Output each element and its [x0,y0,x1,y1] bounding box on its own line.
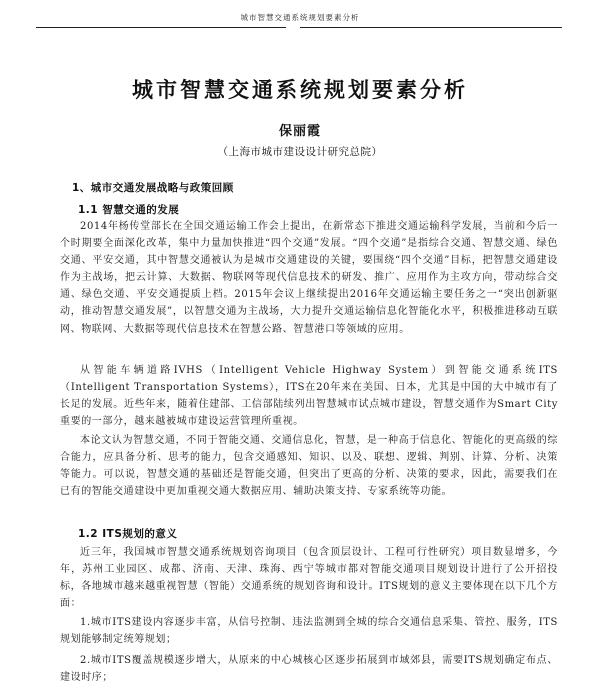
body-paragraph: 从智能车辆道路IVHS（Intelligent Vehicle Highway System）到智能交通系统ITS（Intelligent Transportation Systems），ITS在20年来在美国、日本，尤其是中国的大中城市有了长足的发展。近些年来，随着住建部、工信部陆续列出智慧城市试点城市建设，智慧交通作为Smart City重要的一部分，越来越被城市建设运营管理所重视。 [60,365,558,428]
header-rule-right [300,27,562,28]
paper-title: 城市智慧交通系统规划要素分析 [132,78,468,102]
body-paragraph: 近三年，我国城市智慧交通系统规划咨询项目（包含顶层设计、工程可行性研究）项目数显增多，今年，苏州工业园区、成都、济南、天津、珠海、西宁等城市都对智能交通项目规划设计进行了公开招投标，各地城市越来越重视智慧（智能）交通系统的规划咨询和设计。ITS规划的意义主要体现在以下几个方面： [60,547,558,610]
author-name: 保丽霞 [278,124,321,139]
body-paragraph: 2.城市ITS覆盖规模逐步增大，从原来的中心城核心区逐步拓展到市域郊县，需要ITS规划确定布点、建设时序； [60,655,558,684]
author-affiliation: （上海市城市建设设计研究总院） [217,146,383,158]
body-paragraph: 1.城市ITS建设内容逐步丰富，从信号控制、违法监测到全城的综合交通信息采集、管控、服务，ITS规划能够制定统筹规划； [60,617,558,646]
subsection-heading: 1.1 智慧交通的发展 [78,204,180,216]
running-head: 城市智慧交通系统规划要素分析 [240,13,360,22]
section-heading: 1、城市交通发展战略与政策回顾 [72,182,234,194]
subsection-heading: 1.2 ITS规划的意义 [78,528,178,540]
header-rule-left [36,27,286,28]
body-paragraph: 本论文认为智慧交通，不同于智能交通、交通信息化，智慧，是一种高于信息化、智能化的更高级的综合能力，应具备分析、思考的能力，包含交通感知、知识、以及、联想、逻辑、判别、计算、分析、决策等能力。可以说，智慧交通的基础还是智能交通，但突出了更高的分析、决策的要求，因此，需要我们在已有的智能交通建设中更加重视交通大数据应用、辅助决策支持、专家系统等功能。 [60,435,558,498]
body-paragraph: 2014年杨传堂部长在全国交通运输工作会上提出，在新常态下推进交通运输科学发展，当前和今后一个时期要全面深化改革，集中力量加快推进“四个交通”发展。“四个交通”是指综合交通、智慧交通、绿色交通、平安交通，其中智慧交通被认为是城市交通建设的关键，要围绕“四个交通”目标，把智慧交通建设作为主战场，把云计算、大数据、物联网等现代信息技术的研发、推广、应用作为主攻方向，带动综合交通、绿色交通、平安交通提质上档。2015年会议上继续提出2016年交通运输主要任务之一“突出创新驱动，推动智慧交通发展”，以智慧交通为主战场，大力提升交通运输信息化智能化水平，积极推进移动互联网、物联网、大数据等现代信息技术在智慧公路、智慧港口等领域的应用。 [60,221,558,335]
